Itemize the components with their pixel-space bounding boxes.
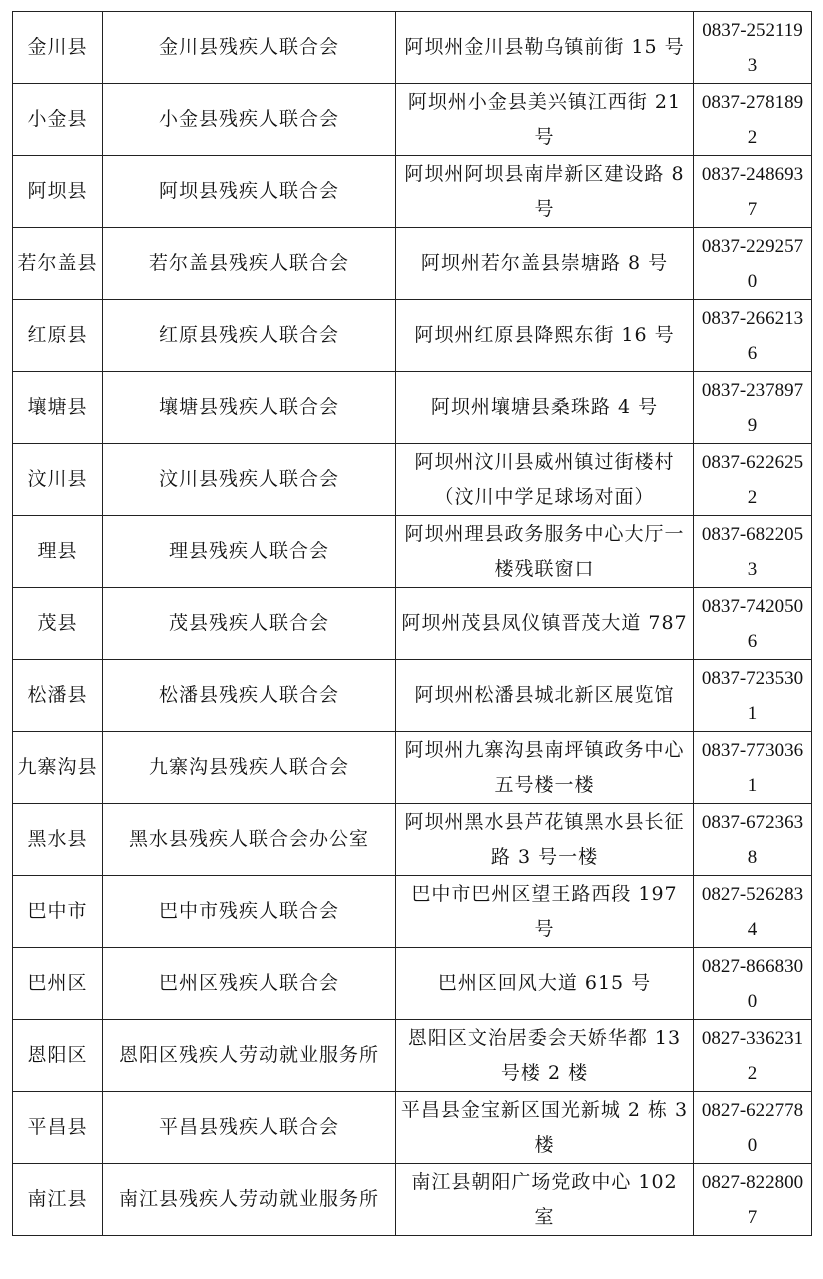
table-row (13, 516, 812, 588)
address-cell: 阿坝州若尔盖县崇塘路 8 号 (396, 228, 694, 300)
table-row (13, 732, 812, 804)
address-cell: 阿坝州松潘县城北新区展览馆 (396, 660, 694, 732)
address-cell: 阿坝州汶川县威州镇过街楼村（汶川中学足球场对面） (396, 444, 694, 516)
phone-cell: 0837-2486937 (694, 156, 812, 228)
table-row (13, 588, 812, 660)
address-cell: 阿坝州红原县降熙东街 16 号 (396, 300, 694, 372)
county-cell: 若尔盖县 (13, 228, 103, 300)
organization-cell: 恩阳区残疾人劳动就业服务所 (103, 1020, 396, 1092)
county-cell: 巴中市 (13, 876, 103, 948)
organization-cell: 九寨沟县残疾人联合会 (103, 732, 396, 804)
phone-cell: 0827-8668300 (694, 948, 812, 1020)
table-row (13, 228, 812, 300)
organization-cell: 巴中市残疾人联合会 (103, 876, 396, 948)
phone-cell: 0837-7235301 (694, 660, 812, 732)
organization-cell: 红原县残疾人联合会 (103, 300, 396, 372)
table-row (13, 876, 812, 948)
county-cell: 松潘县 (13, 660, 103, 732)
address-cell: 阿坝州金川县勒乌镇前街 15 号 (396, 12, 694, 84)
address-cell: 阿坝州小金县美兴镇江西街 21 号 (396, 84, 694, 156)
table-row (13, 1164, 812, 1236)
county-cell: 壤塘县 (13, 372, 103, 444)
phone-cell: 0837-7420506 (694, 588, 812, 660)
table-row (13, 804, 812, 876)
address-cell: 恩阳区文治居委会天娇华都 13 号楼 2 楼 (396, 1020, 694, 1092)
phone-cell: 0837-6822053 (694, 516, 812, 588)
table-row (13, 1092, 812, 1164)
phone-cell: 0837-6226252 (694, 444, 812, 516)
phone-cell: 0837-2781892 (694, 84, 812, 156)
disability-federation-contacts-table (12, 11, 812, 1236)
organization-cell: 小金县残疾人联合会 (103, 84, 396, 156)
phone-cell: 0837-6723638 (694, 804, 812, 876)
phone-cell: 0837-7730361 (694, 732, 812, 804)
table-row (13, 444, 812, 516)
county-cell: 恩阳区 (13, 1020, 103, 1092)
phone-cell: 0827-5262834 (694, 876, 812, 948)
organization-cell: 松潘县残疾人联合会 (103, 660, 396, 732)
address-cell: 阿坝州九寨沟县南坪镇政务中心五号楼一楼 (396, 732, 694, 804)
table-row (13, 948, 812, 1020)
organization-cell: 若尔盖县残疾人联合会 (103, 228, 396, 300)
address-cell: 阿坝州阿坝县南岸新区建设路 8 号 (396, 156, 694, 228)
table-row (13, 1020, 812, 1092)
county-cell: 茂县 (13, 588, 103, 660)
table-row (13, 12, 812, 84)
county-cell: 平昌县 (13, 1092, 103, 1164)
address-cell: 阿坝州黑水县芦花镇黑水县长征路 3 号一楼 (396, 804, 694, 876)
county-cell: 阿坝县 (13, 156, 103, 228)
organization-cell: 汶川县残疾人联合会 (103, 444, 396, 516)
phone-cell: 0837-2378979 (694, 372, 812, 444)
phone-cell: 0827-3362312 (694, 1020, 812, 1092)
county-cell: 巴州区 (13, 948, 103, 1020)
organization-cell: 茂县残疾人联合会 (103, 588, 396, 660)
contacts-page (12, 11, 811, 1236)
organization-cell: 理县残疾人联合会 (103, 516, 396, 588)
table-row (13, 660, 812, 732)
phone-cell: 0827-6227780 (694, 1092, 812, 1164)
county-cell: 南江县 (13, 1164, 103, 1236)
county-cell: 小金县 (13, 84, 103, 156)
county-cell: 金川县 (13, 12, 103, 84)
county-cell: 理县 (13, 516, 103, 588)
address-cell: 巴州区回风大道 615 号 (396, 948, 694, 1020)
county-cell: 黑水县 (13, 804, 103, 876)
county-cell: 九寨沟县 (13, 732, 103, 804)
address-cell: 阿坝州壤塘县桑珠路 4 号 (396, 372, 694, 444)
phone-cell: 0827-8228007 (694, 1164, 812, 1236)
address-cell: 阿坝州茂县凤仪镇晋茂大道 787 (396, 588, 694, 660)
address-cell: 平昌县金宝新区国光新城 2 栋 3 楼 (396, 1092, 694, 1164)
organization-cell: 阿坝县残疾人联合会 (103, 156, 396, 228)
county-cell: 红原县 (13, 300, 103, 372)
organization-cell: 平昌县残疾人联合会 (103, 1092, 396, 1164)
table-row (13, 372, 812, 444)
organization-cell: 黑水县残疾人联合会办公室 (103, 804, 396, 876)
organization-cell: 壤塘县残疾人联合会 (103, 372, 396, 444)
organization-cell: 南江县残疾人劳动就业服务所 (103, 1164, 396, 1236)
county-cell: 汶川县 (13, 444, 103, 516)
phone-cell: 0837-2521193 (694, 12, 812, 84)
address-cell: 阿坝州理县政务服务中心大厅一楼残联窗口 (396, 516, 694, 588)
table-row (13, 84, 812, 156)
table-row (13, 300, 812, 372)
phone-cell: 0837-2292570 (694, 228, 812, 300)
organization-cell: 巴州区残疾人联合会 (103, 948, 396, 1020)
address-cell: 巴中市巴州区望王路西段 197 号 (396, 876, 694, 948)
phone-cell: 0837-2662136 (694, 300, 812, 372)
organization-cell: 金川县残疾人联合会 (103, 12, 396, 84)
address-cell: 南江县朝阳广场党政中心 102 室 (396, 1164, 694, 1236)
table-row (13, 156, 812, 228)
